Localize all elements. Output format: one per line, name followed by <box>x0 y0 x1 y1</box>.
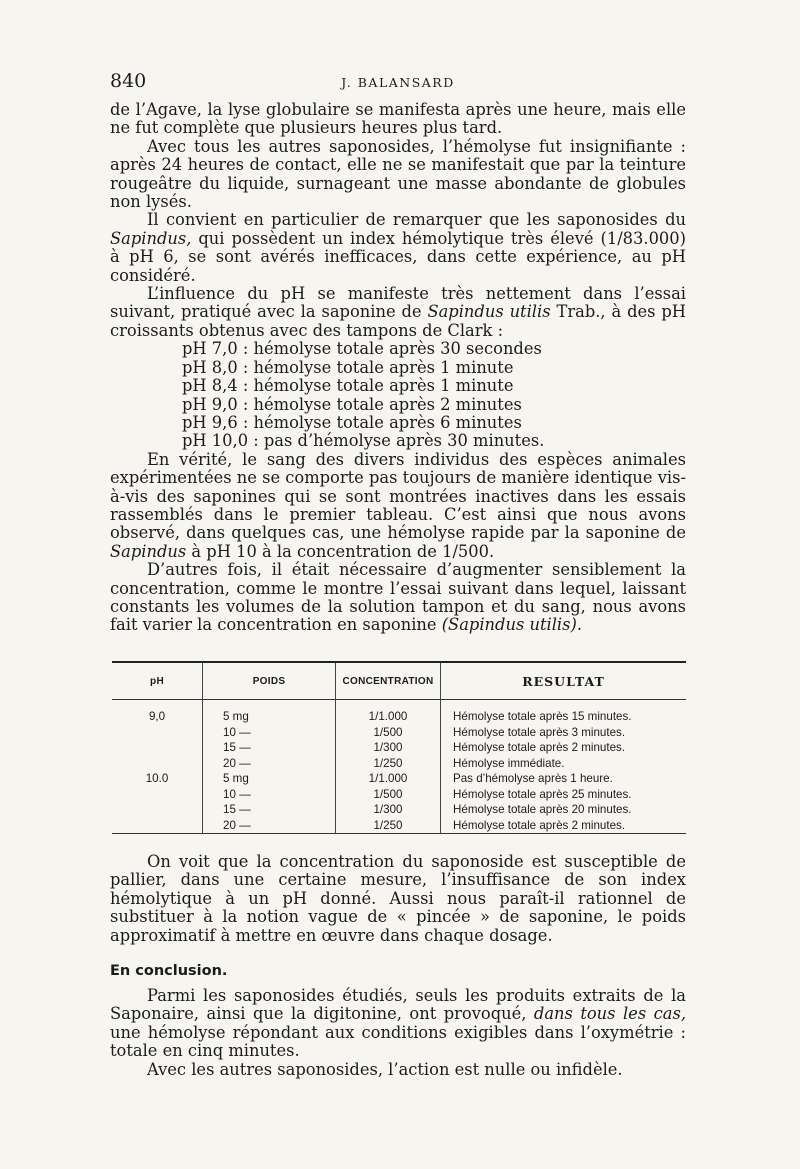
table-row: 15 — 1/300 Hémolyse totale après 2 minutes. <box>112 740 686 756</box>
paragraph-2: Avec tous les autres saponosides, l’hémolyse fut insignifiante : après 24 heures de contact, elle ne se manifestait que par la teinture rougeâtre du liquide, surnageant une masse abondante de globules non lysés. <box>110 136 686 212</box>
body-text-lower <box>110 987 686 1079</box>
table-row: 10.0 5 mg 1/1.000 Pas d’hémolyse après 1 heure. <box>112 771 686 787</box>
header-concentration: CONCENTRATION <box>336 662 441 700</box>
list-item: pH 9,0 : hémolyse totale après 2 minutes <box>182 394 522 414</box>
ph-result-list <box>182 340 686 450</box>
list-item: pH 8,4 : hémolyse totale après 1 minute <box>182 376 514 396</box>
paragraph-7: On voit que la concentration du saponoside est susceptible de pallier, dans une certaine mesure, l’insuffisance de son index hémolytique à un pH donné. Aussi nous paraît-il rationnel de substituer à la notion vague de « pincée » de saponine, le poids approximatif à mettre en œuvre dans chaque dosage. <box>110 852 686 945</box>
table-row: 15 — 1/300 Hémolyse totale après 20 minutes. <box>112 802 686 818</box>
concentration-table <box>112 661 686 834</box>
table-row: 10 — 1/500 Hémolyse totale après 25 minutes. <box>112 787 686 803</box>
page-header <box>110 70 686 94</box>
list-item: pH 10,0 : pas d’hémolyse après 30 minutes. <box>182 431 545 451</box>
paragraph-6: D’autres fois, il était nécessaire d’augmenter sensiblement la concentration, comme le montre l’essai suivant dans lequel, laissant constants les volumes de la solution tampon et du sang, nous avons fait varier la concentration en saponine (Sapindus utilis). <box>110 560 686 635</box>
header-ph: pH <box>112 662 203 700</box>
table-row: 20 — 1/250 Hémolyse totale après 2 minutes. <box>112 818 686 834</box>
paragraph-8: Parmi les saponosides étudiés, seuls les produits extraits de la Saponaire, ainsi que la digitonine, ont provoqué, dans tous les cas, une hémolyse répondant aux conditions exigibles dans l’oxymétrie : totale en cinq minutes. <box>110 986 686 1061</box>
table-header-row <box>112 662 686 700</box>
running-head-author: J. BALANSARD <box>341 75 455 90</box>
table-row: 20 — 1/250 Hémolyse immédiate. <box>112 756 686 772</box>
paragraph-9: Avec les autres saponosides, l’action est nulle ou infidèle. <box>147 1059 623 1079</box>
section-heading: En conclusion. <box>110 963 228 979</box>
body-text-middle <box>110 853 686 945</box>
paragraph-5: En vérité, le sang des divers individus des espèces animales expérimentées ne se comporte pas toujours de manière identique vis-à-vis des saponines qui se sont montrées inactives dans les essais rassemblés dans le premier tableau. C’est ainsi que nous avons observé, dans quelques cas, une hémolyse rapide par la saponine de Sapindus à pH 10 à la concentration de 1/500. <box>110 449 686 561</box>
list-item: pH 9,6 : hémolyse totale après 6 minutes <box>182 412 522 432</box>
body-text-upper <box>110 101 686 635</box>
table-row: 9,0 5 mg 1/1.000 Hémolyse totale après 15 minutes. <box>112 700 686 725</box>
header-resultat: RESULTAT <box>522 673 605 689</box>
paragraph-3: Il convient en particulier de remarquer que les saponosides du Sapindus, qui possèdent un index hémolytique très élevé (1/83.000) à pH 6, se sont avérés inefficaces, dans cette expérience, au pH considéré. <box>110 210 686 285</box>
table-row: 10 — 1/500 Hémolyse totale après 3 minutes. <box>112 725 686 741</box>
list-item: pH 8,0 : hémolyse totale après 1 minute <box>182 357 514 377</box>
paragraph-4: L’influence du pH se manifeste très nettement dans l’essai suivant, pratiqué avec la saponine de Sapindus utilis Trab., à des pH croissants obtenus avec des tampons de Clark : <box>110 284 686 340</box>
page-number: 840 <box>110 70 147 92</box>
list-item: pH 7,0 : hémolyse totale après 30 secondes <box>182 339 542 359</box>
paragraph-1: de l’Agave, la lyse globulaire se manifesta après une heure, mais elle ne fut complète que plusieurs heures plus tard. <box>110 100 686 138</box>
header-poids: POIDS <box>203 662 336 700</box>
